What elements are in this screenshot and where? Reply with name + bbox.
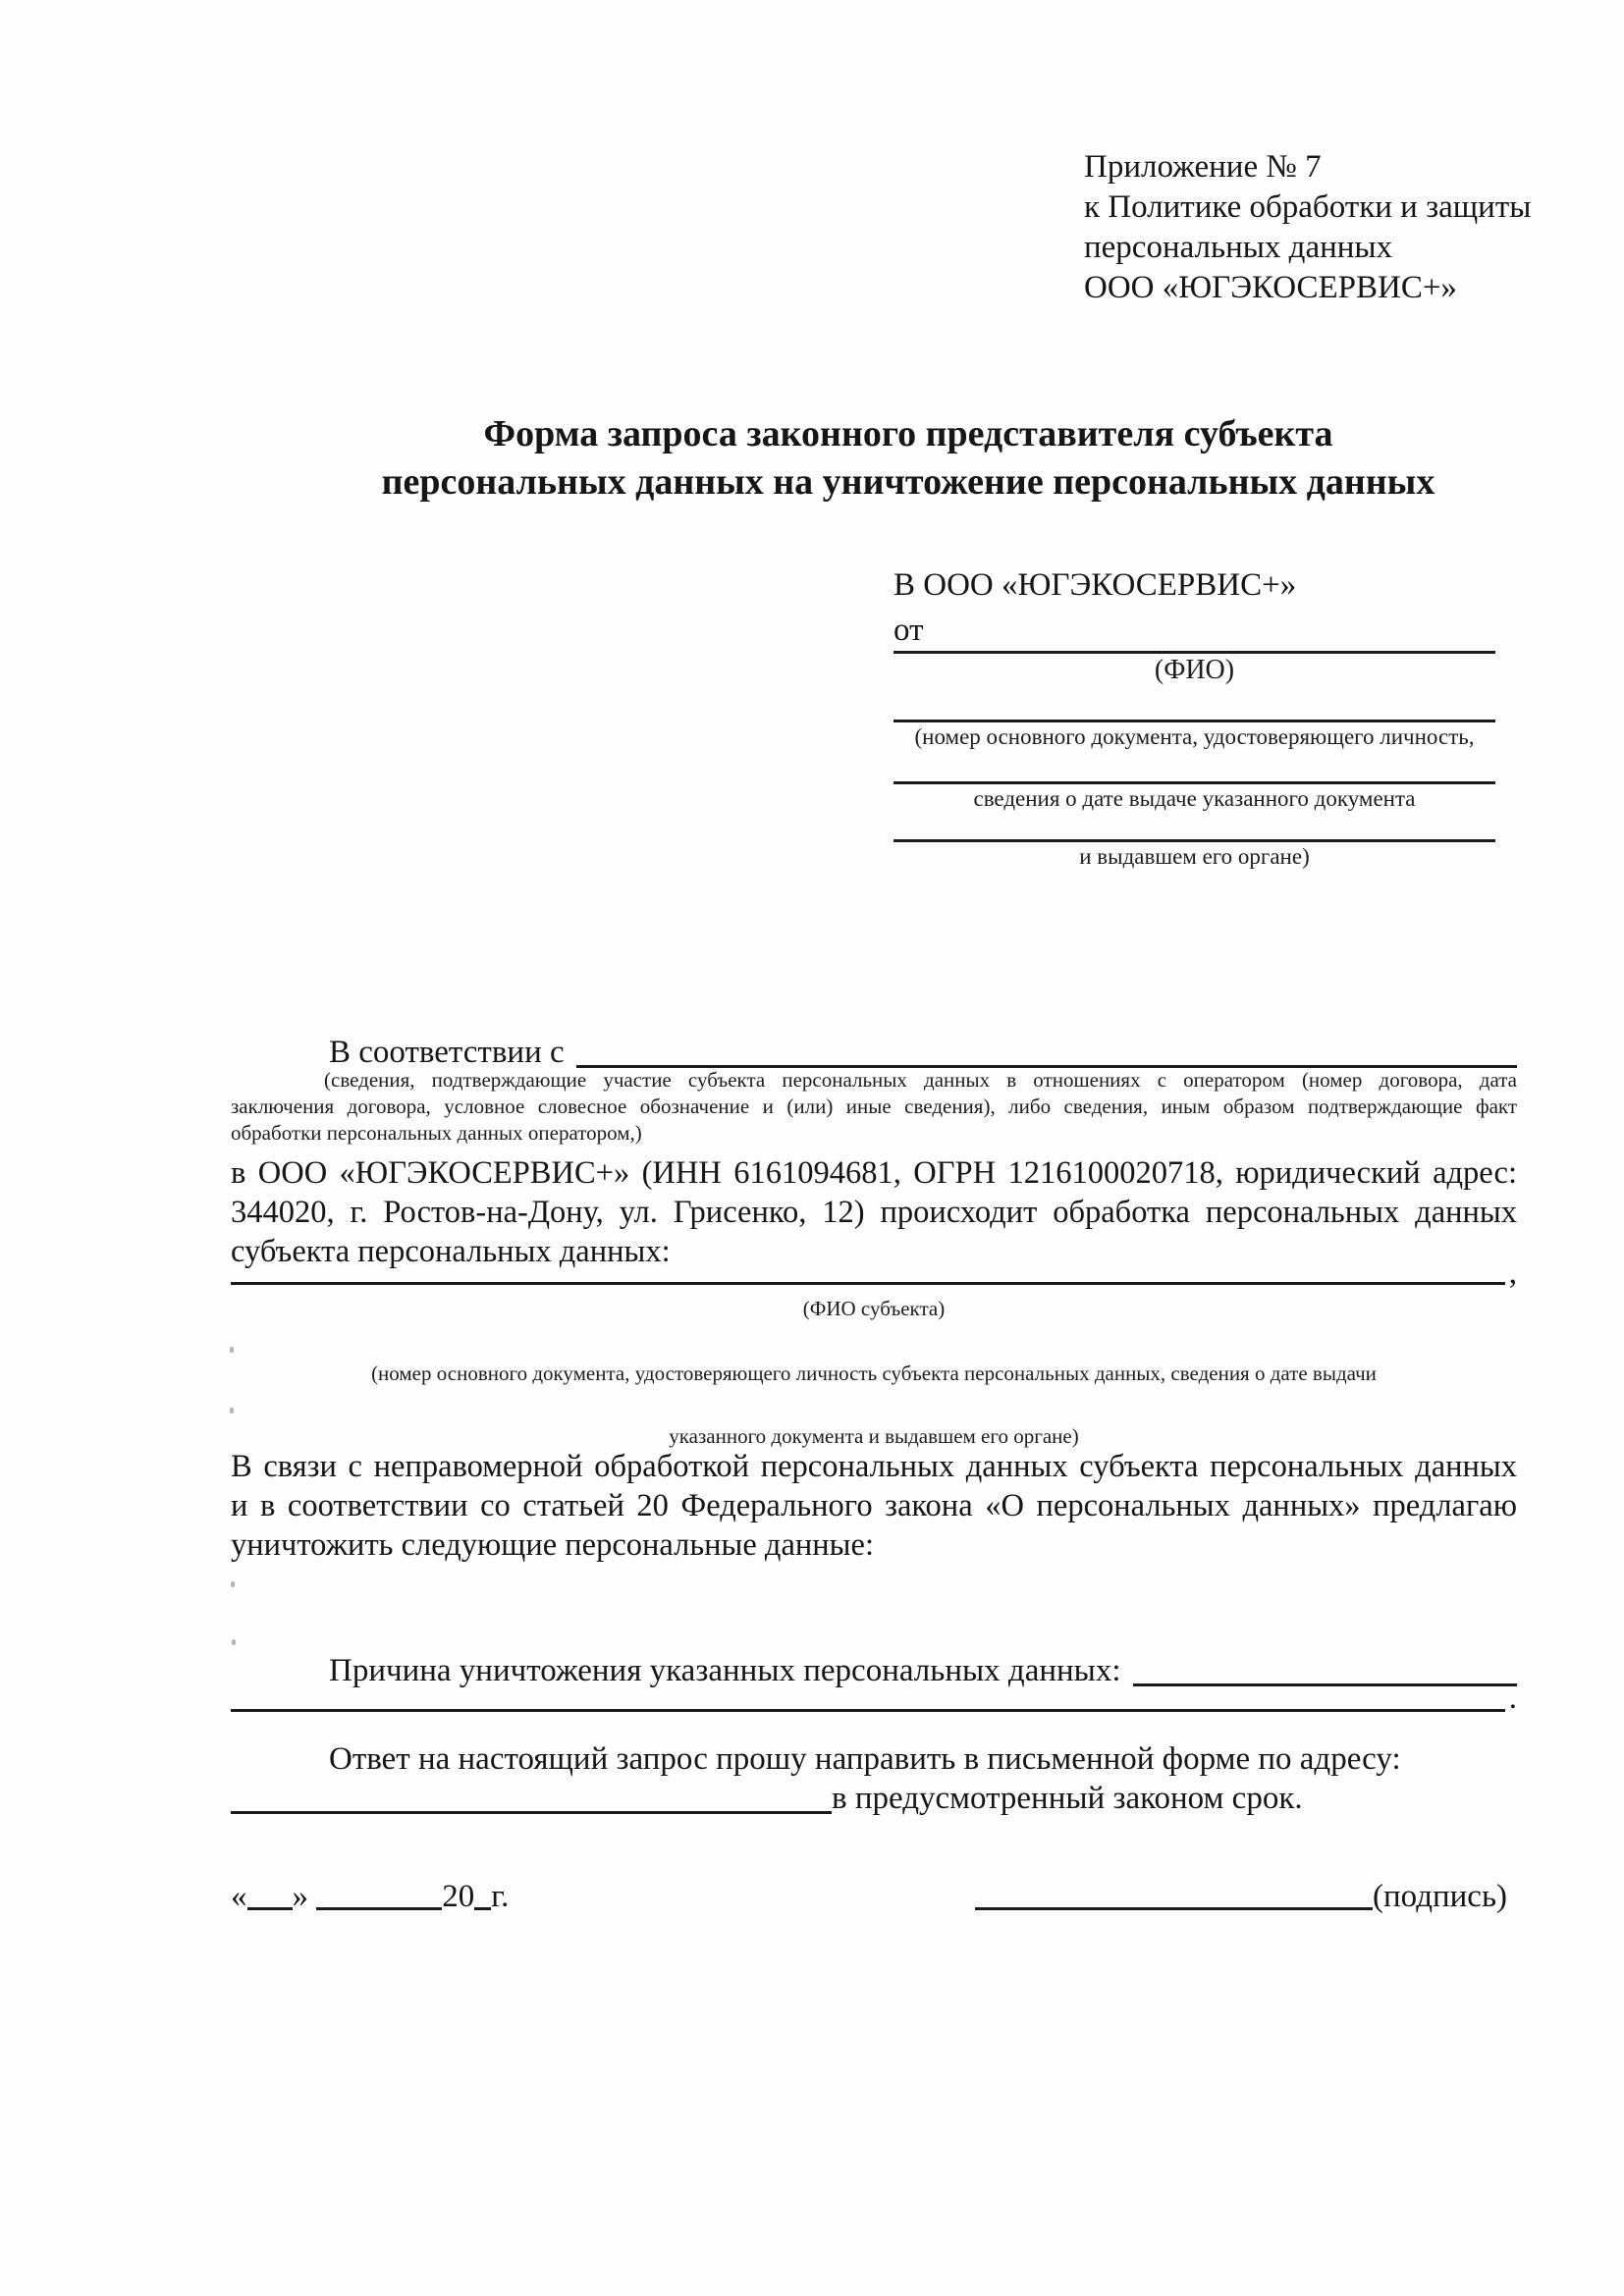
subject-doc-note-line2: указанного документа и выдавшем его органе) [669,1424,1079,1448]
subject-fio-note: (ФИО субъекта) [802,1297,946,1320]
reason-continuation-row [231,1679,1517,1716]
operator-paragraph-line: субъекта персональных данных: [231,1234,671,1269]
issuing-authority-note: и выдавшем его органе) [1079,844,1310,869]
addressee-block [893,565,1495,872]
page-title-line: Форма запроса законного представителя субъекта [483,413,1333,454]
accordance-lead: В соответствии с [329,1035,565,1070]
page-title [270,410,1546,507]
destruction-paragraph [231,1447,1517,1565]
reply-paragraph: Ответ на настоящий запрос прошу направить в письменной форме по адресу: [329,1741,1401,1777]
blank-field-signature [975,1878,1373,1910]
date-close-quote: » [292,1879,308,1914]
scan-artifact-dot [230,1408,234,1414]
operator-paragraph-line: 344020, г. Ростов-на-Дону, ул. Грисенко, 12) происходит обработка персональных данных [231,1195,1517,1230]
reason-line-period: . [1508,1681,1517,1716]
year-prefix: 20 [442,1879,475,1914]
addressee-from-label: от [893,613,924,648]
subject-fio-row [231,1254,1517,1289]
blank-field-year [474,1878,491,1910]
blank-field-month [316,1878,442,1910]
page-title-line: персональных данных на уничтожение персональных данных [381,461,1435,503]
reason-label: Причина уничтожения указанных персональных данных: [329,1653,1121,1688]
document-number-note: (номер основного документа, удостоверяющего личность, [914,724,1475,749]
accordance-note-line: заключения договора, условное словесное обозначение и (или) иные сведения), либо сведения, иным образом подтверждающие факт [231,1095,1517,1118]
blank-field-reply-address [231,1779,832,1814]
blank-field-subject-fio [231,1254,1505,1285]
scan-artifact-dot [231,1581,235,1587]
blank-field-reason-continuation [231,1679,1505,1712]
operator-paragraph-line: в ООО «ЮГЭКОСЕРВИС+» (ИНН 6161094681, ОГРН 1216100020718, юридический адрес: [231,1155,1517,1191]
appendix-line: персональных данных [1084,230,1393,265]
accordance-note-line: (сведения, подтверждающие участие субъекта персональных данных в отношениях с оператором (номер договора, дата [324,1068,1517,1092]
destruction-paragraph-line: и в соответствии со статьей 20 Федерального закона «О персональных данных» предлагаю [231,1488,1517,1523]
accordance-note [231,1067,1517,1147]
reply-tail: в предусмотренный законом срок. [832,1781,1303,1816]
date-group [231,1877,509,1916]
blank-field-day [247,1878,293,1910]
appendix-line: Приложение № 7 [1084,149,1322,185]
subject-doc-note-line1: (номер основного документа, удостоверяющего личность субъекта персональных данных, сведения о дате выдачи [371,1362,1377,1385]
year-suffix: г. [491,1879,510,1914]
destruction-paragraph-line: уничтожить следующие персональные данные: [231,1527,874,1563]
accordance-row [231,1033,1517,1072]
reply-address-row [231,1779,1517,1818]
scan-artifact-dot [232,1639,236,1645]
blank-field-accordance [576,1033,1517,1068]
issue-date-note: сведения о дате выдаче указанного документа [973,786,1416,811]
scan-artifact-dot [230,1347,234,1353]
destruction-paragraph-line: В связи с неправомерной обработкой персональных данных субъекта персональных данных [231,1449,1517,1484]
fio-note: (ФИО) [1154,655,1235,685]
footer-row [231,1877,1507,1916]
date-open-quote: « [231,1879,247,1914]
signature-group [975,1877,1507,1916]
signature-note: (подпись) [1373,1879,1507,1914]
appendix-block [1084,147,1531,308]
accordance-note-line: обработки персональных данных оператором,) [231,1121,642,1145]
addressee-company: В ООО «ЮГЭКОСЕРВИС+» [893,567,1297,603]
appendix-line: ООО «ЮГЭКОСЕРВИС+» [1084,270,1457,305]
subject-line-comma: , [1508,1255,1517,1291]
appendix-line: к Политике обработки и защиты [1084,189,1532,225]
